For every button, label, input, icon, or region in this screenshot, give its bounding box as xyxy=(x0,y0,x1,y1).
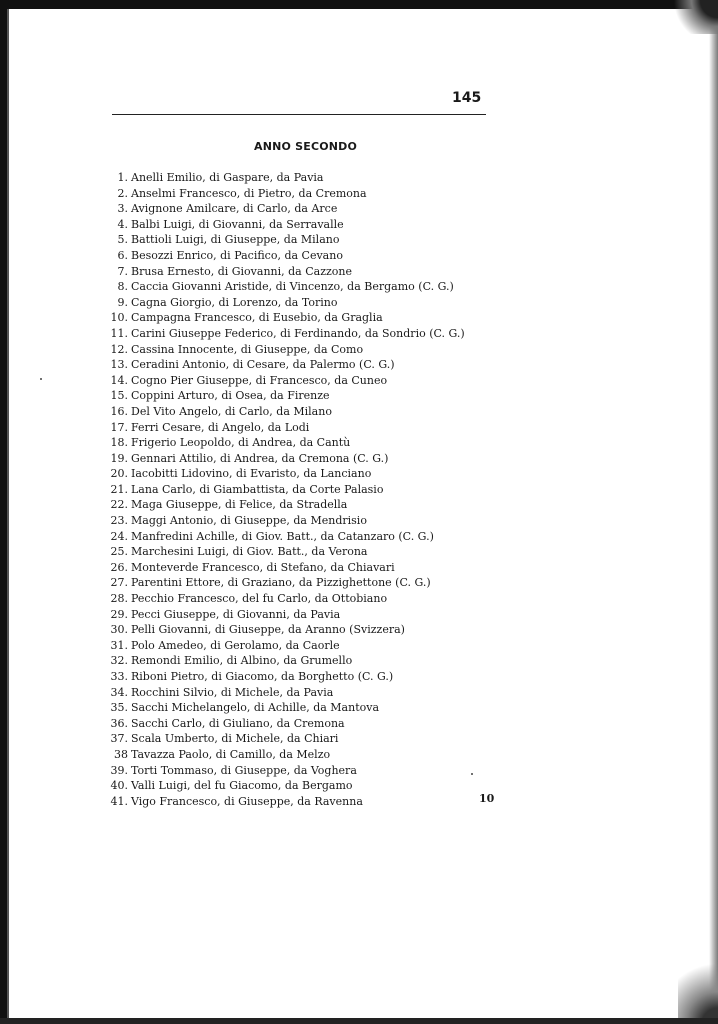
header-rule xyxy=(112,114,486,115)
entry-number: 3. xyxy=(117,202,128,216)
list-item xyxy=(92,560,465,576)
entry-number: 9. xyxy=(117,295,128,309)
list-item xyxy=(92,170,465,186)
entry-number: 2. xyxy=(117,186,128,200)
section-title: ANNO SECONDO xyxy=(254,140,358,153)
list-item xyxy=(92,607,465,623)
entry-text: Torti Tommaso, di Giuseppe, da Voghera xyxy=(131,763,357,777)
list-item xyxy=(92,295,465,311)
entry-text: Cassina Innocente, di Giuseppe, da Como xyxy=(131,342,364,356)
entry-text: Polo Amedeo, di Gerolamo, da Caorle xyxy=(131,638,340,652)
scan-corner-bottom-right xyxy=(678,954,718,1024)
entry-number: 19. xyxy=(110,451,128,465)
student-list xyxy=(92,170,465,809)
list-item xyxy=(92,357,465,373)
entry-text: Besozzi Enrico, di Pacifico, da Cevano xyxy=(131,248,343,262)
entry-text: Cogno Pier Giuseppe, di Francesco, da Cuneo xyxy=(131,373,388,387)
list-item xyxy=(92,747,465,763)
entry-number: 27. xyxy=(110,576,128,590)
entry-text: Del Vito Angelo, di Carlo, da Milano xyxy=(131,404,332,418)
entry-text: Caccia Giovanni Aristide, di Vincenzo, da Bergamo (C. G.) xyxy=(131,280,454,294)
list-item xyxy=(92,217,465,233)
page-number: 145 xyxy=(452,90,482,106)
list-item xyxy=(92,388,465,404)
list-item xyxy=(92,763,465,779)
entry-number: 15. xyxy=(110,389,128,403)
list-item xyxy=(92,451,465,467)
entry-number: 35. xyxy=(110,701,128,715)
list-item xyxy=(92,466,465,482)
list-item xyxy=(92,435,465,451)
list-item xyxy=(92,622,465,638)
entry-number: 6. xyxy=(117,248,128,262)
entry-text: Pecci Giuseppe, di Giovanni, da Pavia xyxy=(131,607,341,621)
entry-number: 23. xyxy=(110,514,128,528)
scan-speck xyxy=(40,378,42,380)
entry-number: 13. xyxy=(110,358,128,372)
list-item xyxy=(92,513,465,529)
entry-number: 38 xyxy=(114,747,128,761)
entry-text: Campagna Francesco, di Eusebio, da Graglia xyxy=(131,311,383,325)
entry-text: Cagna Giorgio, di Lorenzo, da Torino xyxy=(131,295,338,309)
entry-text: Parentini Ettore, di Graziano, da Pizzighettone (C. G.) xyxy=(131,576,431,590)
entry-number: 29. xyxy=(110,607,128,621)
list-item xyxy=(92,342,465,358)
list-item xyxy=(92,248,465,264)
entry-text: Avignone Amilcare, di Carlo, da Arce xyxy=(131,202,338,216)
entry-number: 32. xyxy=(110,654,128,668)
entry-number: 41. xyxy=(110,794,128,808)
signature-mark: 10 xyxy=(479,792,495,805)
list-item xyxy=(92,591,465,607)
entry-text: Manfredini Achille, di Giov. Batt., da Catanzaro (C. G.) xyxy=(131,529,434,543)
entry-number: 11. xyxy=(110,326,128,340)
entry-text: Remondi Emilio, di Albino, da Grumello xyxy=(131,654,353,668)
list-item xyxy=(92,544,465,560)
scan-border-left-shadow xyxy=(7,9,9,1019)
list-item xyxy=(92,373,465,389)
entry-text: Marchesini Luigi, di Giov. Batt., da Verona xyxy=(131,545,368,559)
entry-text: Scala Umberto, di Michele, da Chiari xyxy=(131,732,339,746)
entry-text: Riboni Pietro, di Giacomo, da Borghetto (C. G.) xyxy=(131,670,394,683)
entry-text: Sacchi Carlo, di Giuliano, da Cremona xyxy=(131,716,345,730)
entry-text: Carini Giuseppe Federico, di Ferdinando, da Sondrio (C. G.) xyxy=(131,326,465,340)
entry-text: Ceradini Antonio, di Cesare, da Palermo (C. G.) xyxy=(131,358,395,372)
entry-text: Ferri Cesare, di Angelo, da Lodi xyxy=(131,420,310,434)
scan-border-right xyxy=(709,0,718,1024)
list-item xyxy=(92,638,465,654)
entry-text: Brusa Ernesto, di Giovanni, da Cazzone xyxy=(131,264,353,278)
entry-number: 21. xyxy=(110,482,128,496)
list-item xyxy=(92,731,465,747)
list-item xyxy=(92,529,465,545)
entry-text: Anelli Emilio, di Gaspare, da Pavia xyxy=(131,171,324,184)
list-item xyxy=(92,716,465,732)
entry-text: Sacchi Michelangelo, di Achille, da Mantova xyxy=(131,701,380,715)
list-item xyxy=(92,404,465,420)
list-item xyxy=(92,264,465,280)
entry-number: 37. xyxy=(110,732,128,746)
list-item xyxy=(92,653,465,669)
entry-number: 18. xyxy=(110,436,128,450)
scan-speck xyxy=(471,773,473,775)
list-item xyxy=(92,497,465,513)
entry-text: Rocchini Silvio, di Michele, da Pavia xyxy=(131,685,334,699)
entry-text: Coppini Arturo, di Osea, da Firenze xyxy=(131,389,330,403)
entry-number: 30. xyxy=(110,623,128,637)
list-item xyxy=(92,575,465,591)
entry-number: 28. xyxy=(110,592,128,606)
list-item xyxy=(92,420,465,436)
entry-text: Lana Carlo, di Giambattista, da Corte Palasio xyxy=(131,482,384,496)
entry-text: Balbi Luigi, di Giovanni, da Serravalle xyxy=(131,217,344,231)
list-item xyxy=(92,794,465,810)
scan-border-bottom xyxy=(0,1018,718,1024)
list-item xyxy=(92,279,465,295)
entry-number: 16. xyxy=(110,404,128,418)
entry-text: Gennari Attilio, di Andrea, da Cremona (C. G.) xyxy=(131,451,389,465)
entry-number: 36. xyxy=(110,716,128,730)
entry-number: 14. xyxy=(110,373,128,387)
entry-text: Monteverde Francesco, di Stefano, da Chiavari xyxy=(131,560,395,574)
entry-number: 22. xyxy=(110,498,128,512)
entry-number: 8. xyxy=(117,280,128,294)
entry-number: 34. xyxy=(110,685,128,699)
entry-number: 5. xyxy=(117,233,128,247)
scan-corner-top-right xyxy=(670,0,718,34)
entry-number: 4. xyxy=(117,217,128,231)
entry-number: 1. xyxy=(117,171,128,184)
entry-number: 12. xyxy=(110,342,128,356)
entry-text: Maggi Antonio, di Giuseppe, da Mendrisio xyxy=(131,514,367,528)
entry-number: 7. xyxy=(117,264,128,278)
entry-text: Tavazza Paolo, di Camillo, da Melzo xyxy=(131,747,331,761)
list-item xyxy=(92,669,465,685)
entry-text: Anselmi Francesco, di Pietro, da Cremona xyxy=(131,186,367,200)
entry-text: Vigo Francesco, di Giuseppe, da Ravenna xyxy=(131,794,363,808)
list-item xyxy=(92,685,465,701)
list-item xyxy=(92,201,465,217)
entry-number: 20. xyxy=(110,467,128,481)
list-item xyxy=(92,778,465,794)
scan-border-left xyxy=(0,0,7,1024)
entry-number: 31. xyxy=(110,638,128,652)
list-item xyxy=(92,186,465,202)
list-item xyxy=(92,232,465,248)
entry-text: Frigerio Leopoldo, di Andrea, da Cantù xyxy=(131,436,351,450)
list-item xyxy=(92,700,465,716)
entry-number: 17. xyxy=(110,420,128,434)
list-item xyxy=(92,482,465,498)
entry-number: 24. xyxy=(110,529,128,543)
entry-text: Battioli Luigi, di Giuseppe, da Milano xyxy=(131,233,340,247)
list-item xyxy=(92,310,465,326)
list-item xyxy=(92,326,465,342)
entry-number: 25. xyxy=(110,545,128,559)
entry-number: 10. xyxy=(110,311,128,325)
entry-number: 39. xyxy=(110,763,128,777)
entry-text: Iacobitti Lidovino, di Evaristo, da Lanciano xyxy=(131,467,372,481)
entry-number: 33. xyxy=(110,670,128,683)
entry-number: 40. xyxy=(110,779,128,793)
scan-border-top xyxy=(0,0,718,9)
entry-number: 26. xyxy=(110,560,128,574)
entry-text: Maga Giuseppe, di Felice, da Stradella xyxy=(131,498,348,512)
entry-text: Valli Luigi, del fu Giacomo, da Bergamo xyxy=(131,779,353,793)
entry-text: Pecchio Francesco, del fu Carlo, da Ottobiano xyxy=(131,592,388,606)
entry-text: Pelli Giovanni, di Giuseppe, da Aranno (Svizzera) xyxy=(131,623,405,637)
